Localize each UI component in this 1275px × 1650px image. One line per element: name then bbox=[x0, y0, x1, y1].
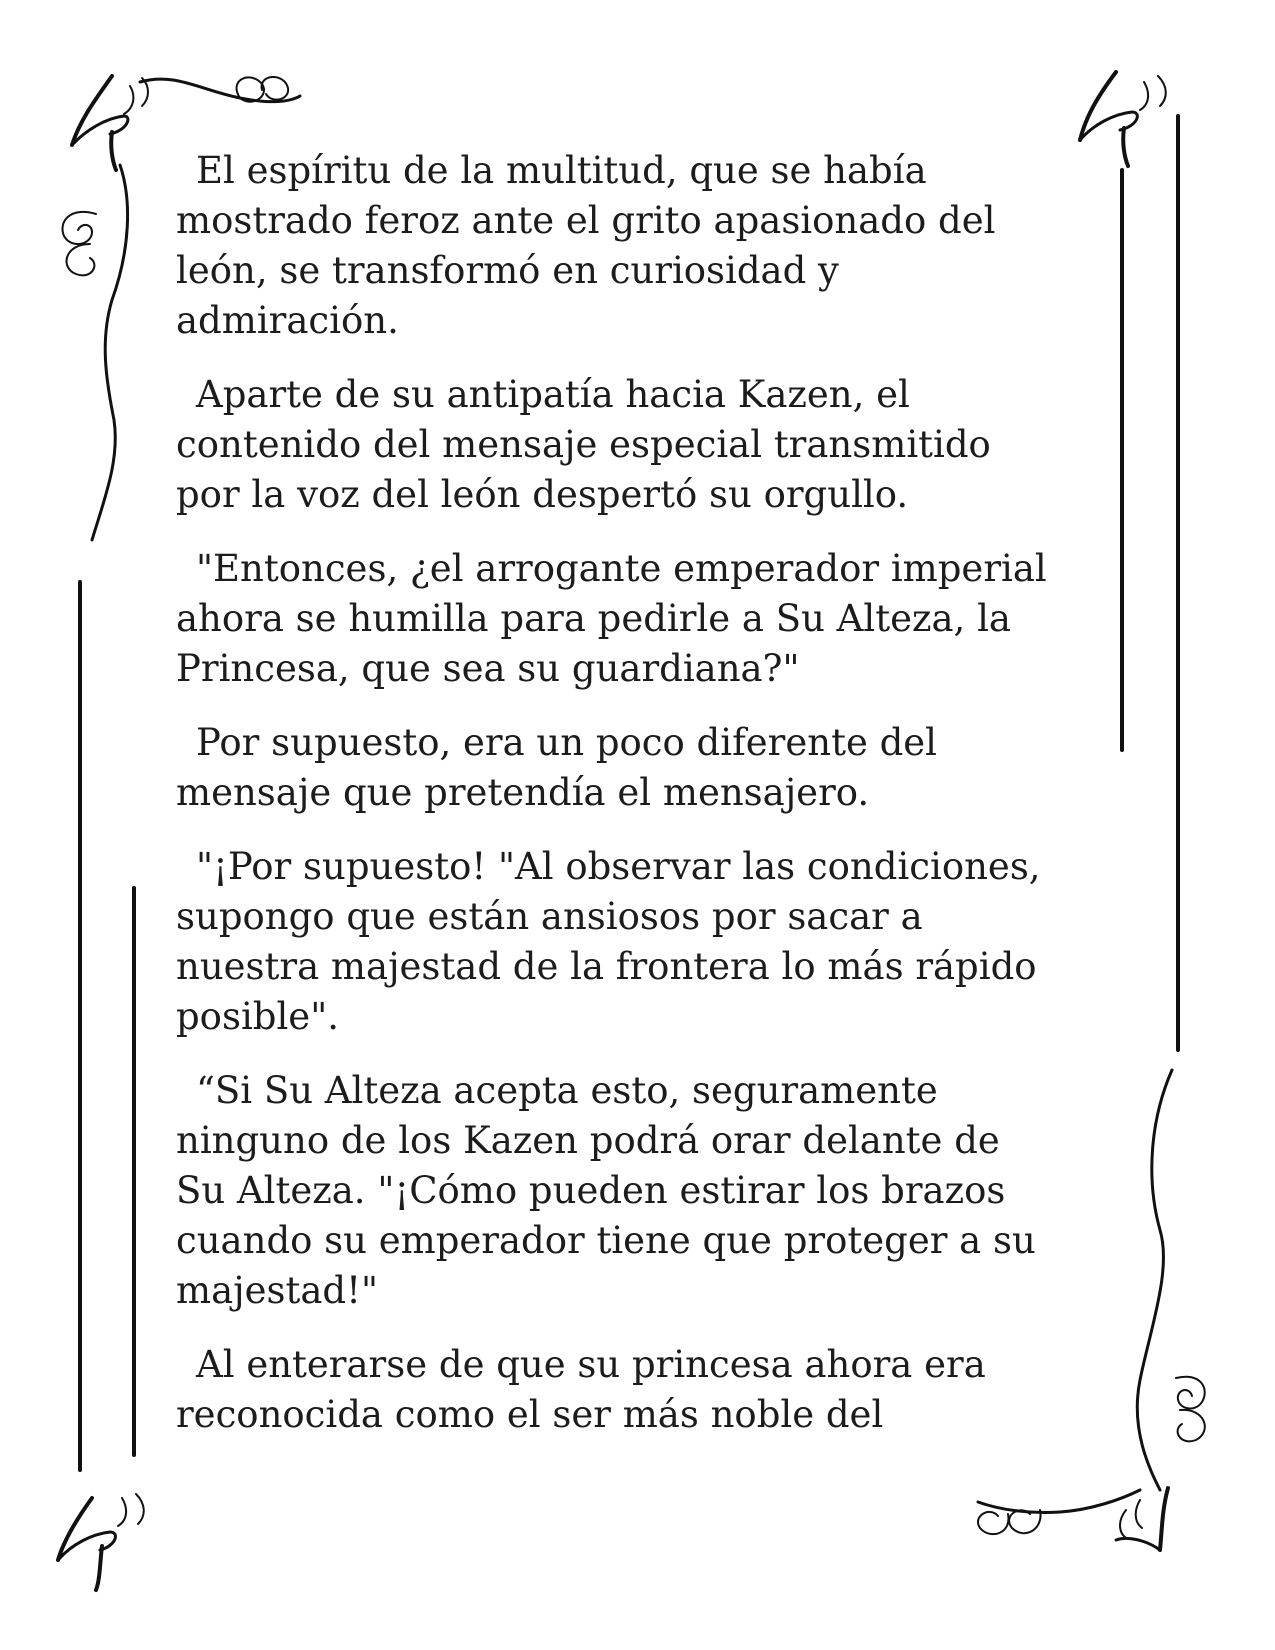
text-line: Al enterarse de que su princesa ahora era bbox=[196, 1343, 986, 1386]
text-line: reconocida como el ser más noble del bbox=[176, 1393, 884, 1436]
paragraph bbox=[176, 718, 1076, 818]
text-line: mostrado feroz ante el grito apasionado del bbox=[176, 199, 996, 242]
text-line: Princesa, que sea su guardiana?" bbox=[176, 647, 800, 690]
paragraph bbox=[176, 370, 1076, 520]
text-line: ninguno de los Kazen podrá orar delante de bbox=[176, 1119, 1000, 1162]
paragraph bbox=[176, 544, 1076, 694]
text-line: admiración. bbox=[176, 299, 399, 342]
text-line: contenido del mensaje especial transmitido bbox=[176, 423, 991, 466]
text-line: nuestra majestad de la frontera lo más rápido bbox=[176, 945, 1037, 988]
bottom-left-flourish-ornament bbox=[58, 1494, 144, 1590]
text-line: ahora se humilla para pedirle a Su Alteza, la bbox=[176, 597, 1011, 640]
top-right-flourish-ornament bbox=[1080, 72, 1166, 166]
paragraph bbox=[176, 842, 1076, 1042]
text-line: Por supuesto, era un poco diferente del bbox=[196, 721, 938, 764]
text-line: "¡Por supuesto! "Al observar las condiciones, bbox=[196, 845, 1041, 888]
text-line: El espíritu de la multitud, que se había bbox=[196, 149, 927, 192]
body-text bbox=[176, 146, 1076, 1464]
text-line: Aparte de su antipatía hacia Kazen, el bbox=[196, 373, 910, 416]
text-line: "Entonces, ¿el arrogante emperador imperial bbox=[196, 547, 1047, 590]
paragraph bbox=[176, 146, 1076, 346]
text-line: “Si Su Alteza acepta esto, seguramente bbox=[196, 1069, 938, 1112]
text-line: posible". bbox=[176, 995, 339, 1038]
text-line: mensaje que pretendía el mensajero. bbox=[176, 771, 870, 814]
text-line: Su Alteza. "¡Cómo pueden estirar los brazos bbox=[176, 1169, 1006, 1212]
text-line: por la voz del león despertó su orgullo. bbox=[176, 473, 909, 516]
text-line: supongo que están ansiosos por sacar a bbox=[176, 895, 923, 938]
text-line: león, se transformó en curiosidad y bbox=[176, 249, 839, 292]
text-line: majestad!" bbox=[176, 1269, 379, 1312]
text-line: cuando su emperador tiene que proteger a su bbox=[176, 1219, 1036, 1262]
paragraph bbox=[176, 1066, 1076, 1316]
paragraph bbox=[176, 1340, 1076, 1440]
